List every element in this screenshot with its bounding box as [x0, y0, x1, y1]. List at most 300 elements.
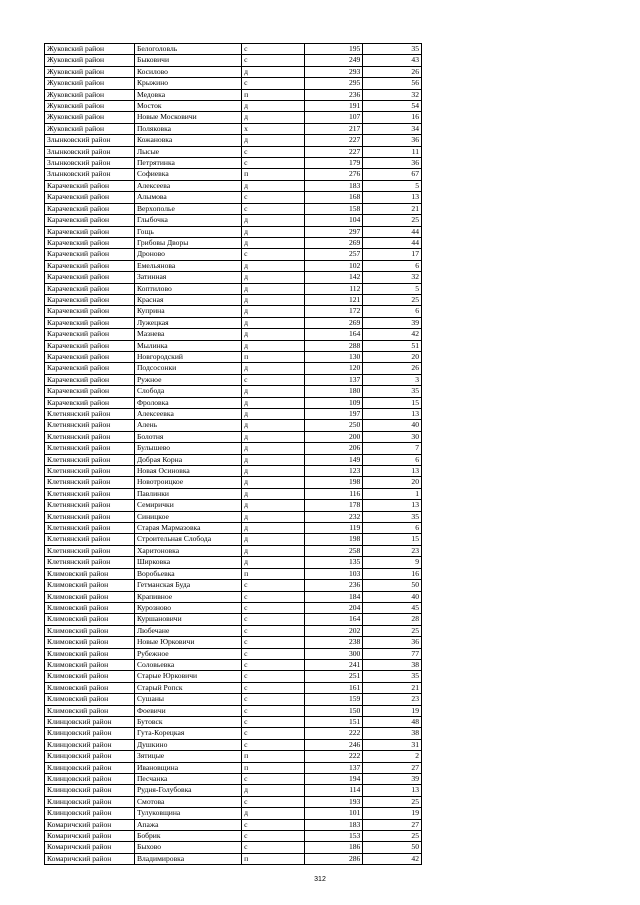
value-a-cell: 130 — [304, 351, 363, 362]
value-a-cell: 276 — [304, 169, 363, 180]
table-row — [45, 831, 422, 842]
district-cell: Клинцовский район — [45, 796, 135, 807]
type-cell: д — [242, 101, 305, 112]
type-cell: с — [242, 831, 305, 842]
table-row — [45, 466, 422, 477]
table-row — [45, 272, 422, 283]
settlement-cell: Зятицые — [134, 751, 241, 762]
type-cell: с — [242, 728, 305, 739]
value-a-cell: 121 — [304, 294, 363, 305]
settlement-cell: Владимировка — [134, 853, 241, 864]
district-cell: Климовский район — [45, 580, 135, 591]
type-cell: с — [242, 796, 305, 807]
settlement-cell: Рудня-Голубовка — [134, 785, 241, 796]
settlement-cell: Мылинка — [134, 340, 241, 351]
settlement-cell: Косилово — [134, 66, 241, 77]
value-a-cell: 159 — [304, 694, 363, 705]
settlement-cell: Курозново — [134, 602, 241, 613]
value-a-cell: 206 — [304, 443, 363, 454]
type-cell: с — [242, 842, 305, 853]
value-a-cell: 295 — [304, 78, 363, 89]
settlement-cell: Дроново — [134, 249, 241, 260]
table-row — [45, 705, 422, 716]
district-cell: Карачевский район — [45, 192, 135, 203]
table-row — [45, 123, 422, 134]
district-cell: Клетнянский район — [45, 420, 135, 431]
value-a-cell: 114 — [304, 785, 363, 796]
district-cell: Клетнянский район — [45, 431, 135, 442]
table-row — [45, 774, 422, 785]
value-a-cell: 120 — [304, 363, 363, 374]
value-a-cell: 286 — [304, 853, 363, 864]
type-cell: с — [242, 648, 305, 659]
table-row — [45, 294, 422, 305]
district-cell: Карачевский район — [45, 386, 135, 397]
settlement-cell: Старые Юрковичи — [134, 671, 241, 682]
table-row — [45, 488, 422, 499]
table-row — [45, 135, 422, 146]
value-b-cell: 50 — [363, 842, 422, 853]
table-row — [45, 534, 422, 545]
value-b-cell: 20 — [363, 351, 422, 362]
district-cell: Клетнянский район — [45, 466, 135, 477]
value-b-cell: 17 — [363, 249, 422, 260]
value-b-cell: 39 — [363, 774, 422, 785]
value-a-cell: 123 — [304, 466, 363, 477]
value-b-cell: 16 — [363, 112, 422, 123]
type-cell: с — [242, 671, 305, 682]
type-cell: д — [242, 306, 305, 317]
value-a-cell: 142 — [304, 272, 363, 283]
value-b-cell: 28 — [363, 614, 422, 625]
type-cell: д — [242, 545, 305, 556]
district-cell: Климовский район — [45, 705, 135, 716]
value-b-cell: 42 — [363, 853, 422, 864]
type-cell: д — [242, 272, 305, 283]
type-cell: с — [242, 819, 305, 830]
type-cell: д — [242, 454, 305, 465]
value-a-cell: 222 — [304, 728, 363, 739]
value-b-cell: 2 — [363, 751, 422, 762]
settlement-cell: Грибовы Дворы — [134, 237, 241, 248]
district-cell: Климовский район — [45, 659, 135, 670]
value-a-cell: 269 — [304, 317, 363, 328]
district-cell: Жуковский район — [45, 123, 135, 134]
table-row — [45, 511, 422, 522]
value-b-cell: 15 — [363, 397, 422, 408]
value-b-cell: 6 — [363, 454, 422, 465]
district-cell: Карачевский район — [45, 294, 135, 305]
district-cell: Комаричский район — [45, 831, 135, 842]
table-row — [45, 203, 422, 214]
settlement-cell: Душкино — [134, 739, 241, 750]
value-b-cell: 67 — [363, 169, 422, 180]
district-cell: Карачевский район — [45, 363, 135, 374]
type-cell: д — [242, 397, 305, 408]
value-a-cell: 137 — [304, 762, 363, 773]
value-a-cell: 204 — [304, 602, 363, 613]
table-row — [45, 602, 422, 613]
value-b-cell: 44 — [363, 237, 422, 248]
table-row — [45, 694, 422, 705]
district-cell: Карачевский район — [45, 340, 135, 351]
settlement-cell: Любечане — [134, 625, 241, 636]
value-b-cell: 6 — [363, 260, 422, 271]
value-b-cell: 34 — [363, 123, 422, 134]
value-a-cell: 222 — [304, 751, 363, 762]
value-b-cell: 51 — [363, 340, 422, 351]
value-b-cell: 13 — [363, 192, 422, 203]
table-row — [45, 226, 422, 237]
district-cell: Клетнянский район — [45, 477, 135, 488]
settlement-cell: Кожановка — [134, 135, 241, 146]
value-b-cell: 40 — [363, 591, 422, 602]
settlement-cell: Быковичи — [134, 55, 241, 66]
type-cell: д — [242, 237, 305, 248]
value-b-cell: 56 — [363, 78, 422, 89]
value-b-cell: 32 — [363, 89, 422, 100]
value-a-cell: 236 — [304, 580, 363, 591]
settlement-cell: Новгородский — [134, 351, 241, 362]
table-row — [45, 260, 422, 271]
value-b-cell: 21 — [363, 682, 422, 693]
value-b-cell: 35 — [363, 386, 422, 397]
value-b-cell: 15 — [363, 534, 422, 545]
type-cell: п — [242, 89, 305, 100]
value-b-cell: 30 — [363, 431, 422, 442]
settlement-cell: Лысые — [134, 146, 241, 157]
district-cell: Злынковский район — [45, 146, 135, 157]
table-row — [45, 853, 422, 864]
value-a-cell: 179 — [304, 158, 363, 169]
type-cell: д — [242, 785, 305, 796]
settlement-cell: Гута-Корецкая — [134, 728, 241, 739]
type-cell: с — [242, 78, 305, 89]
district-cell: Жуковский район — [45, 66, 135, 77]
type-cell: п — [242, 762, 305, 773]
settlement-cell: Ивановщина — [134, 762, 241, 773]
type-cell: д — [242, 466, 305, 477]
type-cell: д — [242, 534, 305, 545]
district-cell: Злынковский район — [45, 169, 135, 180]
table-row — [45, 443, 422, 454]
value-a-cell: 194 — [304, 774, 363, 785]
table-row — [45, 568, 422, 579]
settlement-cell: Емельянова — [134, 260, 241, 271]
table-row — [45, 454, 422, 465]
value-a-cell: 158 — [304, 203, 363, 214]
district-cell: Злынковский район — [45, 135, 135, 146]
settlement-cell: Мосток — [134, 101, 241, 112]
settlement-cell: Красная — [134, 294, 241, 305]
value-b-cell: 27 — [363, 819, 422, 830]
type-cell: д — [242, 523, 305, 534]
value-b-cell: 26 — [363, 363, 422, 374]
type-cell: д — [242, 260, 305, 271]
settlement-cell: Мазнева — [134, 329, 241, 340]
district-cell: Климовский район — [45, 568, 135, 579]
value-a-cell: 183 — [304, 819, 363, 830]
type-cell: д — [242, 511, 305, 522]
district-cell: Жуковский район — [45, 78, 135, 89]
type-cell: х — [242, 123, 305, 134]
settlement-cell: Новые Юрковичи — [134, 637, 241, 648]
value-a-cell: 135 — [304, 557, 363, 568]
type-cell: п — [242, 169, 305, 180]
settlement-cell: Ширковка — [134, 557, 241, 568]
type-cell: с — [242, 625, 305, 636]
type-cell: д — [242, 340, 305, 351]
district-cell: Климовский район — [45, 614, 135, 625]
value-a-cell: 172 — [304, 306, 363, 317]
settlements-table — [44, 43, 422, 865]
type-cell: д — [242, 180, 305, 191]
value-a-cell: 293 — [304, 66, 363, 77]
value-a-cell: 238 — [304, 637, 363, 648]
value-a-cell: 164 — [304, 329, 363, 340]
settlement-cell: Софиевка — [134, 169, 241, 180]
value-a-cell: 251 — [304, 671, 363, 682]
type-cell: с — [242, 580, 305, 591]
type-cell: д — [242, 557, 305, 568]
district-cell: Комаричский район — [45, 853, 135, 864]
table-row — [45, 545, 422, 556]
settlement-cell: Синицкое — [134, 511, 241, 522]
district-cell: Клетнянский район — [45, 443, 135, 454]
district-cell: Клинцовский район — [45, 716, 135, 727]
district-cell: Клетнянский район — [45, 454, 135, 465]
value-a-cell: 200 — [304, 431, 363, 442]
type-cell: с — [242, 739, 305, 750]
table-row — [45, 101, 422, 112]
district-cell: Жуковский район — [45, 112, 135, 123]
settlement-cell: Гетманская Буда — [134, 580, 241, 591]
value-a-cell: 107 — [304, 112, 363, 123]
value-b-cell: 7 — [363, 443, 422, 454]
table-row — [45, 374, 422, 385]
district-cell: Клетнянский район — [45, 488, 135, 499]
district-cell: Клинцовский район — [45, 728, 135, 739]
type-cell: д — [242, 409, 305, 420]
value-a-cell: 137 — [304, 374, 363, 385]
district-cell: Карачевский район — [45, 203, 135, 214]
type-cell: д — [242, 420, 305, 431]
type-cell: д — [242, 431, 305, 442]
type-cell: с — [242, 774, 305, 785]
district-cell: Клинцовский район — [45, 808, 135, 819]
value-b-cell: 6 — [363, 306, 422, 317]
value-a-cell: 104 — [304, 215, 363, 226]
value-b-cell: 5 — [363, 283, 422, 294]
type-cell: с — [242, 55, 305, 66]
settlement-cell: Харитоновка — [134, 545, 241, 556]
table-row — [45, 397, 422, 408]
value-b-cell: 16 — [363, 568, 422, 579]
type-cell: д — [242, 500, 305, 511]
value-a-cell: 151 — [304, 716, 363, 727]
table-row — [45, 682, 422, 693]
type-cell: д — [242, 443, 305, 454]
settlement-cell: Новые Московичи — [134, 112, 241, 123]
settlements-table-body — [45, 44, 422, 865]
value-b-cell: 27 — [363, 762, 422, 773]
table-row — [45, 112, 422, 123]
settlement-cell: Старая Мармазовка — [134, 523, 241, 534]
value-a-cell: 191 — [304, 101, 363, 112]
settlement-cell: Бутовск — [134, 716, 241, 727]
value-a-cell: 116 — [304, 488, 363, 499]
settlement-cell: Новая Осиновка — [134, 466, 241, 477]
value-b-cell: 5 — [363, 180, 422, 191]
district-cell: Карачевский район — [45, 180, 135, 191]
table-row — [45, 306, 422, 317]
value-b-cell: 20 — [363, 477, 422, 488]
value-b-cell: 38 — [363, 659, 422, 670]
table-row — [45, 363, 422, 374]
value-a-cell: 300 — [304, 648, 363, 659]
table-row — [45, 671, 422, 682]
district-cell: Климовский район — [45, 648, 135, 659]
value-a-cell: 178 — [304, 500, 363, 511]
district-cell: Карачевский район — [45, 397, 135, 408]
type-cell: с — [242, 705, 305, 716]
table-row — [45, 808, 422, 819]
district-cell: Клетнянский район — [45, 534, 135, 545]
table-row — [45, 351, 422, 362]
settlement-cell: Добрая Корна — [134, 454, 241, 465]
settlement-cell: Новотроицкое — [134, 477, 241, 488]
type-cell: с — [242, 682, 305, 693]
value-b-cell: 25 — [363, 294, 422, 305]
value-a-cell: 236 — [304, 89, 363, 100]
settlement-cell: Поляковка — [134, 123, 241, 134]
settlement-cell: Алымова — [134, 192, 241, 203]
type-cell: с — [242, 602, 305, 613]
settlement-cell: Болотня — [134, 431, 241, 442]
value-a-cell: 227 — [304, 135, 363, 146]
value-a-cell: 112 — [304, 283, 363, 294]
table-row — [45, 249, 422, 260]
type-cell: п — [242, 351, 305, 362]
table-row — [45, 215, 422, 226]
value-b-cell: 25 — [363, 831, 422, 842]
type-cell: д — [242, 329, 305, 340]
district-cell: Карачевский район — [45, 306, 135, 317]
table-row — [45, 637, 422, 648]
table-row — [45, 785, 422, 796]
table-row — [45, 431, 422, 442]
value-b-cell: 31 — [363, 739, 422, 750]
value-a-cell: 180 — [304, 386, 363, 397]
value-b-cell: 36 — [363, 135, 422, 146]
table-row — [45, 500, 422, 511]
settlement-cell: Крапивное — [134, 591, 241, 602]
table-row — [45, 89, 422, 100]
settlement-cell: Алексеевка — [134, 409, 241, 420]
district-cell: Карачевский район — [45, 374, 135, 385]
settlement-cell: Фроловка — [134, 397, 241, 408]
table-row — [45, 55, 422, 66]
value-a-cell: 193 — [304, 796, 363, 807]
type-cell: д — [242, 66, 305, 77]
page-number: 312 — [314, 876, 326, 883]
value-a-cell: 258 — [304, 545, 363, 556]
district-cell: Комаричский район — [45, 842, 135, 853]
value-b-cell: 1 — [363, 488, 422, 499]
settlement-cell: Гощь — [134, 226, 241, 237]
district-cell: Клетнянский район — [45, 511, 135, 522]
district-cell: Клинцовский район — [45, 774, 135, 785]
table-row — [45, 796, 422, 807]
value-a-cell: 250 — [304, 420, 363, 431]
type-cell: д — [242, 135, 305, 146]
type-cell: с — [242, 203, 305, 214]
value-b-cell: 50 — [363, 580, 422, 591]
value-a-cell: 183 — [304, 180, 363, 191]
settlement-cell: Куршановичи — [134, 614, 241, 625]
value-a-cell: 241 — [304, 659, 363, 670]
value-a-cell: 195 — [304, 44, 363, 55]
settlement-cell: Белоголовль — [134, 44, 241, 55]
settlement-cell: Быхово — [134, 842, 241, 853]
table-row — [45, 340, 422, 351]
value-a-cell: 257 — [304, 249, 363, 260]
district-cell: Карачевский район — [45, 226, 135, 237]
value-b-cell: 23 — [363, 545, 422, 556]
value-b-cell: 3 — [363, 374, 422, 385]
settlement-cell: Алень — [134, 420, 241, 431]
value-a-cell: 101 — [304, 808, 363, 819]
settlement-cell: Куприна — [134, 306, 241, 317]
value-b-cell: 77 — [363, 648, 422, 659]
value-b-cell: 36 — [363, 637, 422, 648]
value-b-cell: 6 — [363, 523, 422, 534]
table-row — [45, 580, 422, 591]
value-b-cell: 43 — [363, 55, 422, 66]
district-cell: Карачевский район — [45, 215, 135, 226]
table-row — [45, 819, 422, 830]
settlement-cell: Павлинки — [134, 488, 241, 499]
type-cell: с — [242, 374, 305, 385]
district-cell: Климовский район — [45, 591, 135, 602]
value-a-cell: 217 — [304, 123, 363, 134]
value-b-cell: 40 — [363, 420, 422, 431]
value-a-cell: 198 — [304, 534, 363, 545]
district-cell: Климовский район — [45, 671, 135, 682]
district-cell: Карачевский район — [45, 249, 135, 260]
value-a-cell: 161 — [304, 682, 363, 693]
value-a-cell: 269 — [304, 237, 363, 248]
district-cell: Клетнянский район — [45, 500, 135, 511]
type-cell: с — [242, 614, 305, 625]
settlement-cell: Затинная — [134, 272, 241, 283]
table-row — [45, 842, 422, 853]
value-a-cell: 232 — [304, 511, 363, 522]
settlement-cell: Крыжино — [134, 78, 241, 89]
table-row — [45, 591, 422, 602]
table-row — [45, 317, 422, 328]
district-cell: Карачевский район — [45, 317, 135, 328]
value-a-cell: 198 — [304, 477, 363, 488]
table-row — [45, 192, 422, 203]
type-cell: с — [242, 637, 305, 648]
value-b-cell: 11 — [363, 146, 422, 157]
value-a-cell: 103 — [304, 568, 363, 579]
type-cell: д — [242, 488, 305, 499]
value-a-cell: 186 — [304, 842, 363, 853]
settlement-cell: Старый Ропск — [134, 682, 241, 693]
value-a-cell: 164 — [304, 614, 363, 625]
